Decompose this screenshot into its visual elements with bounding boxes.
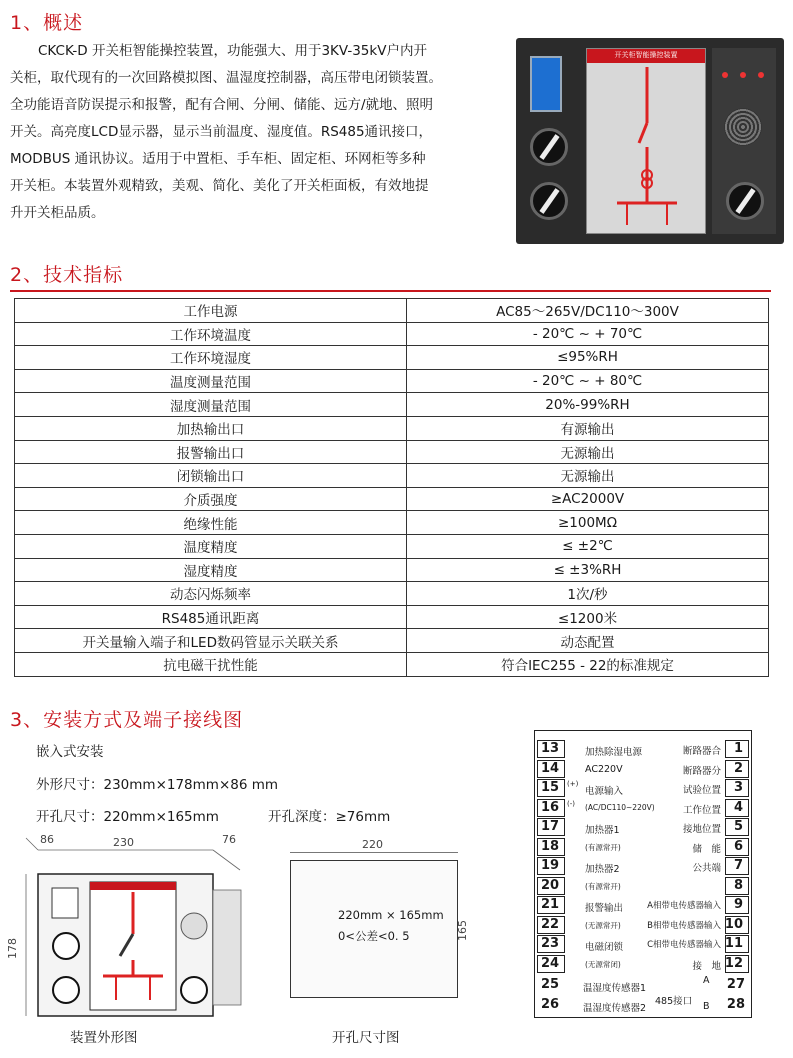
sensor-label: 温湿度传感器2 [583,1003,647,1014]
dim-line [290,852,458,853]
rs485-b: B [703,1001,710,1012]
terminal-box [537,838,565,856]
tolerance-label: 0<公差<0. 5 [338,929,410,943]
spec-value: ≥100MΩ [407,511,769,535]
terminal-label: 工作位置 [682,804,721,816]
terminal-number: 1 [733,741,743,756]
spec-row [15,440,769,464]
spec-row [15,464,769,488]
rs485-label: 485接口 [655,996,693,1007]
terminal-label: (有源常开) [585,842,621,852]
terminal-number: 17 [541,819,560,834]
terminal-label: (有源常开) [585,881,621,891]
spec-value: 有源输出 [407,416,769,440]
outline-drawing [8,830,248,1025]
terminal-box [537,916,565,934]
overview-line: 开关。高亮度LCD显示器，显示当前温度、湿度值。RS485通讯接口， [10,124,433,140]
terminal-number: 27 [726,977,745,992]
terminal-number: 8 [733,877,743,893]
terminal-number: 25 [541,977,560,992]
spec-table [14,298,769,677]
spec-row [15,416,769,440]
overview-text [10,38,510,227]
spec-row [15,629,769,653]
knob-icon [530,182,568,220]
terminal-number: 6 [733,838,743,854]
terminal-box [537,857,565,875]
terminal-box [537,877,565,895]
spec-value: 动态配置 [407,629,769,653]
section-2-title: 2、技术指标 [10,264,124,286]
spec-row [15,299,769,323]
terminal-label: A相带电传感器输入 [647,901,721,911]
spec-key: 湿度精度 [15,558,407,582]
overview-line: 开关柜。本装置外观精致，美观、简化、美化了开关柜面板，有效地提 [10,178,429,194]
sensor-label: 温湿度传感器1 [583,983,647,994]
spec-row [15,534,769,558]
spec-value: - 20℃ ~ + 70℃ [407,322,769,346]
spec-row [15,582,769,606]
terminal-box [537,779,565,797]
spec-key: 温度测量范围 [15,369,407,393]
spec-value: ≤1200米 [407,605,769,629]
dim-width: 230 [113,836,134,849]
spec-row [15,605,769,629]
cutout-size: 开孔尺寸：220mm×165mm [36,809,219,825]
terminal-label: 接地位置 [682,824,721,835]
spec-key: 加热输出口 [15,416,407,440]
spec-value: - 20℃ ~ + 80℃ [407,369,769,393]
terminal-label: 电源输入 [585,786,624,797]
terminal-label: 断路器合 [682,746,721,757]
terminal-box [537,818,565,836]
spec-row [15,393,769,417]
spec-row [15,511,769,535]
terminal-label: 储 能 [692,843,721,855]
spec-value: ≤ ±3%RH [407,558,769,582]
spec-value: 20%-99%RH [407,393,769,417]
cutout-size-label: 220mm × 165mm [338,908,444,922]
terminal-number: 9 [733,897,743,912]
spec-value: ≥AC2000V [407,487,769,511]
terminal-box [537,760,565,778]
terminal-number: 2 [733,760,743,776]
spec-row [15,487,769,511]
spec-key: 温度精度 [15,534,407,558]
terminal-label: 电磁闭锁 [585,942,624,953]
spec-key: 工作环境温度 [15,322,407,346]
spec-value: ≤95%RH [407,346,769,370]
terminal-number: 16 [541,799,560,815]
terminal-box [537,740,565,758]
terminal-number: 11 [724,936,743,951]
divider [10,290,771,292]
terminal-number: 12 [724,955,743,971]
spec-key: 闭锁输出口 [15,464,407,488]
caption-cutout: 开孔尺寸图 [332,1030,400,1046]
spec-value: 无源输出 [407,464,769,488]
panel-title: 开关柜智能操控装置 [614,51,678,59]
spec-key: 湿度测量范围 [15,393,407,417]
terminal-label: C相带电传感器输入 [647,940,721,950]
terminal-number: 7 [733,858,743,873]
spec-key: 动态闪烁频率 [15,582,407,606]
terminal-box [537,935,565,953]
terminal-label: 公共端 [692,863,721,874]
terminal-label: (AC/DC110~220V) [585,802,655,812]
spec-row [15,322,769,346]
cutout-dim-width: 220 [362,838,383,851]
caption-outline: 装置外形图 [70,1030,138,1046]
spec-key: 报警输出口 [15,440,407,464]
terminal-number: 13 [541,741,560,756]
terminal-sign: (-) [567,799,575,808]
spec-key: 介质强度 [15,487,407,511]
terminal-number: 20 [541,877,560,893]
terminal-number: 22 [541,916,560,932]
spec-key: 工作电源 [15,299,407,323]
knob-icon [726,182,764,220]
dim-depth-2: 76 [222,833,236,846]
terminal-label: 接 地 [692,960,721,972]
mount-type: 嵌入式安装 [36,744,104,760]
terminal-box [537,896,565,914]
spec-value: 符合IEC255 - 22的标准规定 [407,652,769,676]
cutout-dim-height: 165 [456,920,469,941]
terminal-label: 断路器分 [682,765,721,777]
mimic-diagram-icon [587,63,707,235]
spec-key: 开关量输入端子和LED数码管显示关联关系 [15,629,407,653]
terminal-number: 23 [541,936,560,951]
section-1-title: 1、概述 [10,12,84,34]
spec-key: 工作环境湿度 [15,346,407,370]
lcd-display [530,56,562,112]
spec-row [15,369,769,393]
spec-row [15,652,769,676]
spec-value: 无源输出 [407,440,769,464]
terminal-number: 3 [733,780,743,795]
terminal-number: 15 [541,780,560,795]
section-3-title: 3、安装方式及端子接线图 [10,709,244,731]
terminal-number: 21 [541,897,560,912]
spec-key: 抗电磁干扰性能 [15,652,407,676]
spec-value: 1次/秒 [407,582,769,606]
terminal-number: 18 [541,838,560,854]
overview-line: 升开关柜品质。 [10,205,105,221]
spec-value: AC85～265V/DC110～300V [407,299,769,323]
terminal-number: 28 [726,997,745,1012]
terminal-label: 加热器1 [585,825,620,836]
terminal-number: 24 [541,955,560,971]
terminal-number: 4 [733,799,743,815]
cutout-depth: 开孔深度：≥76mm [268,809,391,825]
overview-line: 全功能语音防误提示和报警，配有合闸、分闸、储能、远方/就地、照明 [10,97,434,113]
terminal-number: 19 [541,858,560,873]
overview-line: 关柜，取代现有的一次回路模拟图、温湿度控制器，高压带电闭锁装置。 [10,70,442,86]
dim-height: 178 [6,938,19,959]
terminal-box [537,799,565,817]
terminal-number: 26 [541,997,560,1012]
terminal-sign: (+) [567,780,579,788]
terminal-number: 14 [541,760,560,776]
speaker-icon [724,108,762,146]
mimic-panel [586,48,706,234]
terminal-label: (无源常闭) [585,959,621,969]
terminal-label: B相带电传感器输入 [647,920,721,931]
dim-depth: 86 [40,833,54,846]
spec-key: 绝缘性能 [15,511,407,535]
spec-row [15,558,769,582]
terminal-number: 5 [733,819,743,834]
spec-key: RS485通讯距离 [15,605,407,629]
spec-row [15,346,769,370]
terminal-box [537,955,565,973]
spec-value: ≤ ±2℃ [407,534,769,558]
terminal-label: AC220V [585,763,623,775]
knob-icon [530,128,568,166]
overview-line: CKCK-D 开关柜智能操控装置，功能强大、用于3KV-35kV户内开 [38,43,427,59]
terminal-wiring-diagram [534,730,752,1018]
terminal-label: 试验位置 [682,785,721,796]
terminal-label: 加热器2 [585,864,620,875]
overview-line: MODBUS 通讯协议。适用于中置柜、手车柜、固定柜、环网柜等多种 [10,151,426,167]
rs485-a: A [703,975,710,986]
terminal-number: 10 [724,916,743,932]
device-photo [516,38,784,244]
terminal-label: (无源常开) [585,920,621,930]
terminal-label: 报警输出 [585,903,624,914]
terminal-label: 加热除湿电源 [585,747,643,758]
outline-size: 外形尺寸：230mm×178mm×86 mm [36,777,279,793]
